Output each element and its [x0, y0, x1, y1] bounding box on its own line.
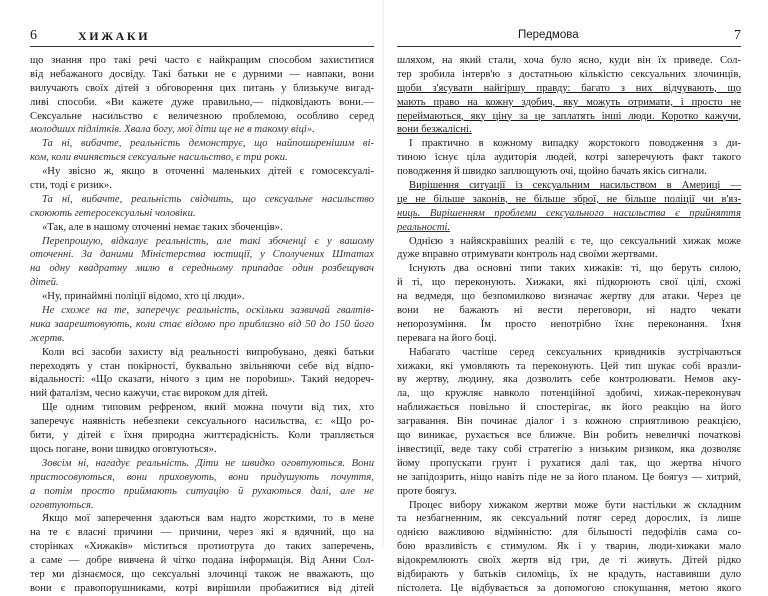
text-line: щось погане, вони швидко оговтуються».: [30, 443, 217, 455]
right-page-header: [397, 28, 741, 44]
text-line: вони є правопорушниками, котрі вирішили пробажитися від дітей: [30, 582, 374, 594]
text-line: й ті, що переконують. Хижаки, які підкорюють свої цілі, схожі: [397, 277, 741, 289]
text-line: Ще одним типовим рефреном, який можна почути від тих, хто: [42, 402, 374, 414]
text-line: проте боягуз.: [397, 485, 457, 497]
text-line: Зовсім ні, нагадує реальність. Діти не швидко оговтуються. Вони: [42, 457, 374, 469]
text-line: це не більше законів, не більше зброї, не більше поліції чи в'яз-: [397, 193, 741, 205]
text-line: Існують два основні типи таких хижаків: ті, що беруть силою,: [409, 263, 741, 275]
text-line: вони безжалісні.: [397, 124, 472, 136]
text-line: оговтуються.: [30, 499, 94, 511]
text-line: хижаки, які умовляють та переконують. Цей тип шукає собі вразли-: [397, 360, 741, 372]
text-line: та незбагненним, як сексуальний потяг серед дорослих, із лише: [397, 513, 741, 525]
text-line: поводження й швидко заплющують очі, щойно бачать якісь сигнали.: [397, 166, 707, 178]
text-line: не запідозрить, ніщо навіть піде не за його планом. Це боягуз — хитрий,: [397, 471, 741, 483]
left-page: [30, 0, 374, 594]
text-line: «Ну звісно ж, якщо в оточенні маленьких дітей є гомосексуалі-: [42, 166, 374, 178]
text-line: ливі способи. «Ви кажете дуже правильно,— підковідають вони.—: [30, 96, 374, 108]
text-line: ву жертву, людину, яка дозволить себе контролювати. Немов аку-: [397, 374, 741, 386]
text-line: на ведмедя, що безпомилково визначає жертву для атаки. Через це: [397, 291, 741, 303]
running-title: ХИЖАКИ: [78, 29, 151, 43]
text-line: Вирішення ситуації із сексуальним насильством в Америці —: [409, 180, 741, 192]
text-line: Сексуальне насильство є величезною проблемою, особливо серед: [30, 110, 374, 122]
text-line: Якщо мої заперечення здаються вам надто жорсткими, то в мене: [42, 513, 374, 525]
text-line: жертв.: [30, 332, 65, 344]
text-line: однією важливою відмінністю: для більшості педофілів сама со-: [397, 527, 741, 539]
text-line: бою вразливість є стимулом. Як і у тварин, люди-хижаки мало: [397, 541, 741, 553]
text-line: тер зробила інтерв'ю з достатньою кількістю сексуальних злочинців,: [397, 68, 741, 80]
text-line: перевага на його боці.: [397, 332, 497, 344]
text-line: Процес вибору хижаком жертви може бути настільки ж складним: [409, 499, 741, 511]
text-line: відальності: «Що сказати, нічого з цим не порobиш». Такий недореч-: [30, 374, 374, 386]
text-line: дуже вправно отримувати контроль над своїми жертвами.: [397, 249, 658, 261]
text-line: Та ні, вибачте, реальність свідчить, що сексуальне насильство: [42, 193, 374, 205]
text-line: шляхом, на який стали, хоча було ясно, куди він їх приведе. Сол-: [397, 55, 741, 66]
text-line: мають право на кожну здобич, яку можуть отримати, і просто не: [397, 96, 741, 108]
text-line: що знання про такі речі часто є найкращим способом захиститися: [30, 55, 374, 66]
text-line: дітей.: [30, 277, 59, 289]
running-title: Передмова: [518, 29, 579, 41]
text-line: ниць. Вирішенням проблеми сексуального насильства є прийняття: [397, 207, 741, 219]
text-line: заперечує наявність небезпеки сексуального насильства, є: «Що ро-: [30, 416, 374, 428]
text-line: а потім просто приймають ситуацію й рухаються далі, але не: [30, 485, 374, 497]
text-line: ника заарештовують, коли стає відомо про приблизно від 50 до 150 його: [30, 318, 374, 330]
text-line: тиною існує ціла аудиторія людей, котрі заперечують факт такого: [397, 152, 741, 164]
text-line: загравання. Він починає діалог і з кожною сприятливою реакцією,: [397, 416, 741, 428]
text-line: інвестиції, веде таку собі стратегію з низьким ризиком, яка дозволяє: [397, 443, 741, 455]
text-line: вони не бажають ні вести переговори, ні надто чекати: [397, 305, 741, 317]
left-page-header: [30, 28, 374, 44]
text-line: Перепрошую, відкалує реальність, але такі збоченці є у вашому: [42, 235, 374, 247]
page-number: 7: [734, 28, 741, 43]
text-line: Та ні, вибачте, реальність демонструє, що найпоширенішим ві-: [42, 138, 374, 150]
text-line: відокремлюють своїх жертв від гри, де ті живуть. Дітей рідко: [397, 555, 741, 567]
text-line: на те є власні причини — причини, через які я вдячний, що на: [30, 527, 374, 539]
text-line: Коли всі засоби захисту від реальності випробувано, деякі батьки: [42, 346, 374, 358]
text-line: бити, у дітей є їхня природна життєрадісність. Коли трапляється: [30, 430, 374, 442]
text-line: Однією з найяскравіших реалій є те, що сексуальний хижак може: [409, 235, 741, 247]
text-line: оточенні. За даними Міністерства юстиції, у Сполучених Штатах: [30, 249, 374, 261]
text-line: пістолета. Це відбувається за допомогою спокушання, метою якого: [397, 582, 741, 594]
header-rule: [397, 46, 741, 47]
text-line: скоюють гетеросексуальні чоловіки.: [30, 207, 196, 219]
text-line: вилучають своїх дітей з обговорення цих питань у близькуче вигад-: [30, 82, 374, 94]
text-line: від небажаного досвіду. Такі батьки не є дурними — навпаки, вони: [30, 68, 374, 80]
text-line: переймаються, яку ціну за це заплатять інші люди. Коротко кажучи,: [397, 110, 741, 122]
page-number: 6: [30, 28, 37, 43]
text-line: щоби з'ясувати найгіршу правду: багато з них відчувають, що: [397, 82, 741, 94]
left-page-body: [30, 54, 374, 596]
text-line: йому пропускати грунт і рухатися далі так, що жертва нічого: [397, 457, 741, 469]
text-line: «Ну, принаймні поліції відомо, хто ці люди».: [42, 291, 245, 303]
text-line: що виникає, рухається все ближче. Він робить невеличкі початкові: [397, 430, 741, 442]
text-line: переходять у стан покірності, буквально звільняючи себе від відпо-: [30, 360, 374, 372]
text-line: «Так, але в нашому оточенні немає таких збоченців».: [42, 221, 283, 233]
text-line: І практично в кожному випадку жорстокого поводження з ди-: [409, 138, 741, 150]
text-line: Не схоже на те, заперечує реальність, оскільки зазвичай гвалтів-: [42, 305, 374, 317]
text-line: сторінках «Хижаків» міститься протиотрута до таких заперечень,: [30, 541, 374, 553]
header-rule: [30, 46, 374, 47]
right-page: [397, 0, 741, 594]
text-line: на одну квадратну милю в середньому припадає один розбещувач: [30, 263, 374, 275]
gutter-shadow: [382, 0, 384, 547]
text-line: реальності.: [397, 221, 451, 233]
right-page-body: [397, 54, 741, 596]
text-line: непорозуміння. Їм просто непотрібно їхнє переконання. Їхня: [397, 318, 741, 330]
text-line: сти, тоді є ризик».: [30, 180, 112, 192]
text-line: ний фаталізм, чесно кажучи, стає вироком для дітей.: [30, 388, 268, 400]
text-line: Набагато частіше серед сексуальних кривдників зустрічаються: [409, 346, 741, 358]
text-line: а саме — добре вивчена й чітко подана інформація. Від Анни Сол-: [30, 555, 374, 567]
text-line: ком, коли вчиняється сексуальне насильство, є три роки.: [30, 152, 288, 164]
text-line: пристосовуються, вони приховують, вони придушують почуття,: [30, 471, 374, 483]
text-line: наближається повільно й спостерігає, як його реакцію на його: [397, 402, 741, 414]
text-line: молодших підлітків. Хвала богу, мої діти ще не в такому віці».: [30, 124, 315, 136]
text-line: тер ми дізнаємося, що сексуальні злочинці також не вважають, що: [30, 568, 374, 580]
text-line: відбирають у батьків силоміць, їх не крадуть, наставивши дуло: [397, 568, 741, 580]
text-line: ла, що кружляє навколо потенційної здобичі, хижак-переконувач: [397, 388, 741, 400]
